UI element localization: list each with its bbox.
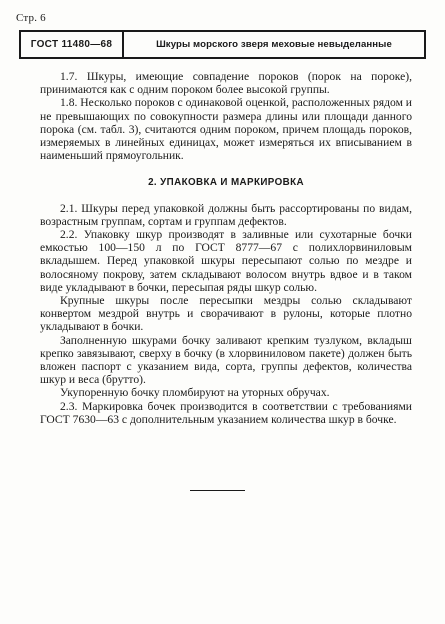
document-body: [40, 70, 412, 426]
paragraph-1-7: 1.7. Шкуры, имеющие совпадение пороков (порок на пороке), принимаются как с одним пороком более высокой группы.: [40, 70, 412, 97]
paragraph-filled-barrel: Заполненную шкурами бочку заливают крепким тузлуком, вкладыш крепко завязывают, сверху в бочку (в хлорвиниловом пакете) должен быть вложен паспорт с указанием вида, сорта, группы дефектов, количества шкур и веса (брутто).: [40, 333, 412, 387]
paragraph-2-2: 2.2. Упаковку шкур производят в заливные или сухотарные бочки емкостью 100—150 л по ГОСТ 8777—67 с полихлорвиниловым вкладышем. Перед упаковкой шкуры пересыпают солью по мездре и волосяному покрову, затем складывают волосом внутрь вдвое и в таком виде укладывают в бочки, пересыпая ряды шкур солью.: [40, 228, 412, 294]
end-rule: [190, 490, 245, 491]
section-heading: 2. УПАКОВКА И МАРКИРОВКА: [148, 177, 304, 189]
paragraph-2-3: 2.3. Маркировка бочек производится в соответствии с требованиями ГОСТ 7630—63 с дополнительным указанием количества шкур в бочке.: [40, 399, 412, 426]
standard-header: [19, 30, 426, 59]
document-title: Шкуры морского зверя меховые невыделанные: [156, 39, 392, 50]
paragraph-sealing: Укупоренную бочку пломбируют на уторных обручах.: [60, 386, 330, 400]
standard-code: ГОСТ 11480—68: [21, 32, 124, 57]
page-number: Стр. 6: [16, 12, 46, 24]
paragraph-large-skins: Крупные шкуры после пересыпки мездры солью складывают конвертом мездрой внутрь и сворачивают в рулоны, которые плотно укладывают в бочки.: [40, 294, 412, 334]
paragraph-2-1: 2.1. Шкуры перед упаковкой должны быть рассортированы по видам, возрастным группам, сортам и группам дефектов.: [40, 201, 412, 228]
paragraph-1-8: 1.8. Несколько пороков с одинаковой оценкой, расположенных рядом и не превышающих по совокупности размера длины или площади данного порока (см. табл. 3), считаются одним пороком, причем площадь пороков, измеряемых в линейных единицах, может измеряться их вписыванием в наименьший прямоугольник.: [40, 96, 413, 163]
